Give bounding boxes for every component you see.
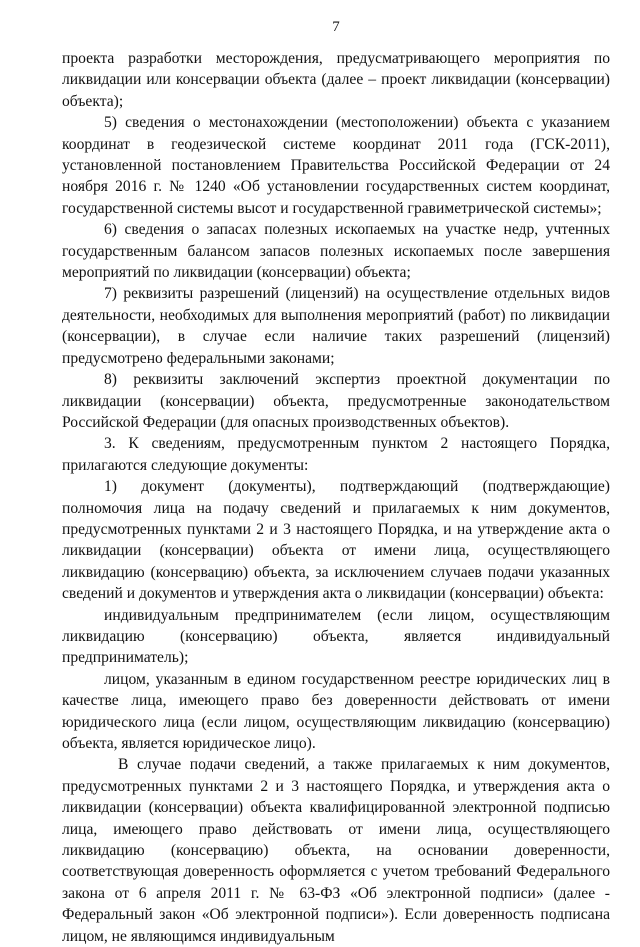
paragraph-item-5: 5) сведения о местонахождении (местоположении) объекта с указанием координат в геодезической системе координат 2011 года (ГСК-2011), установленной постановлением Правительства Российской Федерации от 24 ноября 2016 г. № 1240 «Об установлении государственных систем координат, государственной системы высот и государственной гравиметрической системы»; <box>62 114 610 217</box>
paragraph-item-6: 6) сведения о запасах полезных ископаемых на участке недр, учтенных государственным балансом запасов полезных ископаемых после завершения мероприятий по ликвидации (консервации) объекта; <box>62 221 610 282</box>
paragraph-item-7: 7) реквизиты разрешений (лицензий) на осуществление отдельных видов деятельности, необходимых для выполнения мероприятий (работ) по ликвидации (консервации), в случае если наличие таких разрешений (лицензий) предусмотрено федеральными законами; <box>62 285 610 367</box>
paragraph-section-3: 3. К сведениям, предусмотренным пунктом 2 настоящего Порядка, прилагаются следующие документы: <box>62 435 610 474</box>
paragraph-electronic-signature: В случае подачи сведений, а также прилагаемых к ним документов, предусмотренных пунктами 2 и 3 настоящего Порядка, и утверждения акта о ликвидации (консервации) объекта квалифицированной электронной подписью лица, имеющего право действовать от имени лица, осуществляющего ликвидацию (консервацию) объекта, на основании доверенности, соответствующая доверенность оформляется с учетом требований Федерального закона от 6 апреля 2011 г. № 63-ФЗ «Об электронной подписи» (далее - Федеральный закон «Об электронной подписи»). Если доверенность подписана лицом, не являющимся индивидуальным <box>62 756 610 945</box>
paragraph-legal-entity: лицом, указанным в едином государственном реестре юридических лиц в качестве лица, имеющего право без доверенности действовать от имени юридического лица (если лицом, осуществляющим ликвидацию (консервацию) объекта, является юридическое лицо). <box>62 670 610 752</box>
paragraph-individual-entrepreneur: индивидуальным предпринимателем (если лицом, осуществляющим ликвидацию (консервацию) объекта, является индивидуальный предприниматель); <box>62 606 610 667</box>
paragraph-item-8: 8) реквизиты заключений экспертиз проектной документации по ликвидации (консервации) объекта, предусмотренные законодательством Российской Федерации (для опасных производственных объектов). <box>62 371 610 431</box>
paragraph-continuation: проекта разработки месторождения, предусматривающего мероприятия по ликвидации или консервации объекта (далее – проект ликвидации (консервации) объекта); <box>62 50 610 110</box>
paragraph-doc-item-1: 1) документ (документы), подтверждающий (подтверждающие) полномочия лица на подачу сведений и прилагаемых к ним документов, предусмотренных пунктами 2 и 3 настоящего Порядка, и на утверждение акта о ликвидации (консервации) объекта от имени лица, осуществляющего ликвидацию (консервацию) объекта, за исключением случаев подачи указанных сведений и документов и утверждения акта о ликвидации (консервации) объекта: <box>62 478 610 603</box>
document-body <box>62 48 610 947</box>
page-number: 7 <box>332 19 340 35</box>
